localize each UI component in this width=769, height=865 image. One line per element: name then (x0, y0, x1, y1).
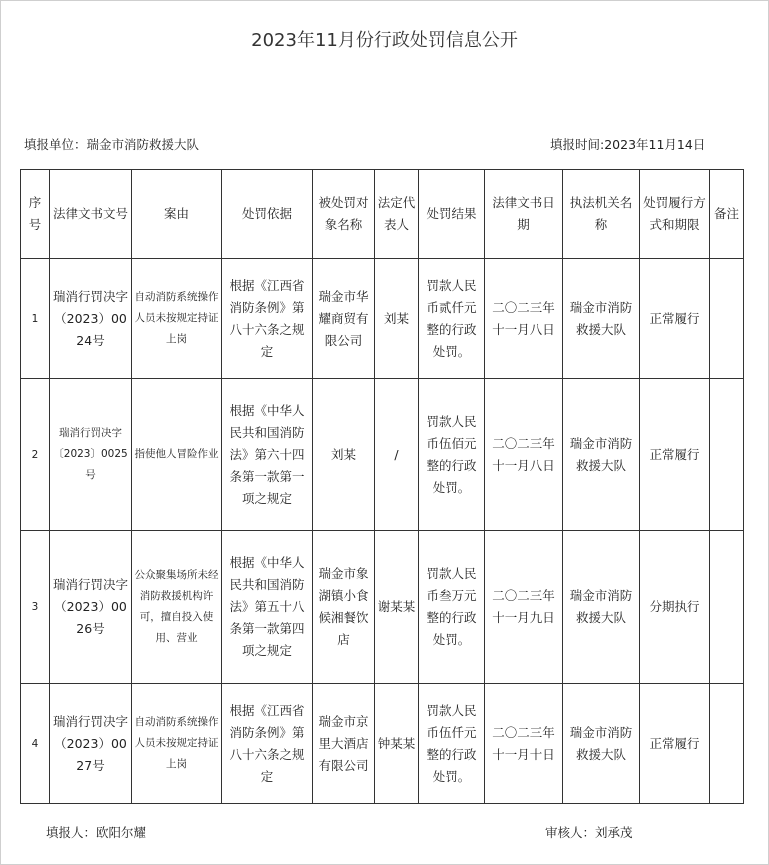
cell-basis: 根据《江西省消防条例》第八十六条之规定 (222, 259, 313, 379)
cell-index: 3 (21, 531, 50, 684)
cell-legal-rep: 刘某 (375, 259, 419, 379)
cell-result: 罚款人民币贰仟元整的行政处罚。 (419, 259, 485, 379)
cell-remark (710, 684, 744, 804)
cell-target: 瑞金市华耀商贸有限公司 (313, 259, 375, 379)
cell-remark (710, 259, 744, 379)
col-header-doc-no: 法律文书文号 (50, 170, 132, 259)
cell-remark (710, 531, 744, 684)
col-header-result: 处罚结果 (419, 170, 485, 259)
cell-execution: 分期执行 (640, 531, 710, 684)
cell-remark (710, 379, 744, 531)
col-header-target: 被处罚对象名称 (313, 170, 375, 259)
cell-cause: 公众聚集场所未经消防救援机构许可，擅自投入使用、营业 (132, 531, 222, 684)
col-header-doc-date: 法律文书日期 (485, 170, 563, 259)
filler: 填报人：欧阳尔耀 (46, 825, 147, 840)
col-header-cause: 案由 (132, 170, 222, 259)
cell-doc-no: 瑞消行罚决字（2023）0027号 (50, 684, 132, 804)
cell-execution: 正常履行 (640, 684, 710, 804)
page-title: 2023年11月份行政处罚信息公开 (251, 30, 518, 51)
cell-doc-date: 二〇二三年十一月十日 (485, 684, 563, 804)
cell-doc-no: 瑞消行罚决字（2023）0026号 (50, 531, 132, 684)
report-unit: 填报单位：瑞金市消防救援大队 (24, 137, 200, 152)
cell-doc-no: 瑞消行罚决字（2023）0024号 (50, 259, 132, 379)
cell-doc-date: 二〇二三年十一月八日 (485, 379, 563, 531)
col-header-index: 序号 (21, 170, 50, 259)
col-header-legal-rep: 法定代表人 (375, 170, 419, 259)
col-header-agency: 执法机关名称 (563, 170, 640, 259)
cell-index: 2 (21, 379, 50, 531)
cell-target: 刘某 (313, 379, 375, 531)
cell-basis: 根据《江西省消防条例》第八十六条之规定 (222, 684, 313, 804)
table-header-row (21, 170, 744, 259)
cell-result: 罚款人民币伍仟元整的行政处罚。 (419, 684, 485, 804)
cell-legal-rep: 谢某某 (375, 531, 419, 684)
cell-cause: 自动消防系统操作人员未按规定持证上岗 (132, 684, 222, 804)
cell-index: 1 (21, 259, 50, 379)
cell-target: 瑞金市象湖镇小食候湘餐饮店 (313, 531, 375, 684)
col-header-execution: 处罚履行方式和期限 (640, 170, 710, 259)
cell-agency: 瑞金市消防救援大队 (563, 259, 640, 379)
cell-legal-rep: 钟某某 (375, 684, 419, 804)
table-row (21, 531, 744, 684)
cell-agency: 瑞金市消防救援大队 (563, 531, 640, 684)
cell-cause: 指使他人冒险作业 (132, 379, 222, 531)
penalty-table (20, 169, 744, 804)
cell-result: 罚款人民币叁万元整的行政处罚。 (419, 531, 485, 684)
cell-doc-date: 二〇二三年十一月九日 (485, 531, 563, 684)
cell-doc-no: 瑞消行罚决字〔2023〕0025号 (50, 379, 132, 531)
reviewer: 审核人：刘承茂 (545, 825, 633, 840)
table-row (21, 259, 744, 379)
col-header-basis: 处罚依据 (222, 170, 313, 259)
cell-result: 罚款人民币伍佰元整的行政处罚。 (419, 379, 485, 531)
cell-cause: 自动消防系统操作人员未按规定持证上岗 (132, 259, 222, 379)
col-header-remark: 备注 (710, 170, 744, 259)
table-row (21, 684, 744, 804)
cell-agency: 瑞金市消防救援大队 (563, 379, 640, 531)
cell-index: 4 (21, 684, 50, 804)
cell-execution: 正常履行 (640, 379, 710, 531)
cell-execution: 正常履行 (640, 259, 710, 379)
cell-agency: 瑞金市消防救援大队 (563, 684, 640, 804)
cell-target: 瑞金市京里大酒店有限公司 (313, 684, 375, 804)
report-date: 填报时间:2023年11月14日 (550, 137, 706, 152)
table-row (21, 379, 744, 531)
cell-basis: 根据《中华人民共和国消防法》第六十四条第一款第一项之规定 (222, 379, 313, 531)
cell-basis: 根据《中华人民共和国消防法》第五十八条第一款第四项之规定 (222, 531, 313, 684)
cell-legal-rep: / (375, 379, 419, 531)
cell-doc-date: 二〇二三年十一月八日 (485, 259, 563, 379)
